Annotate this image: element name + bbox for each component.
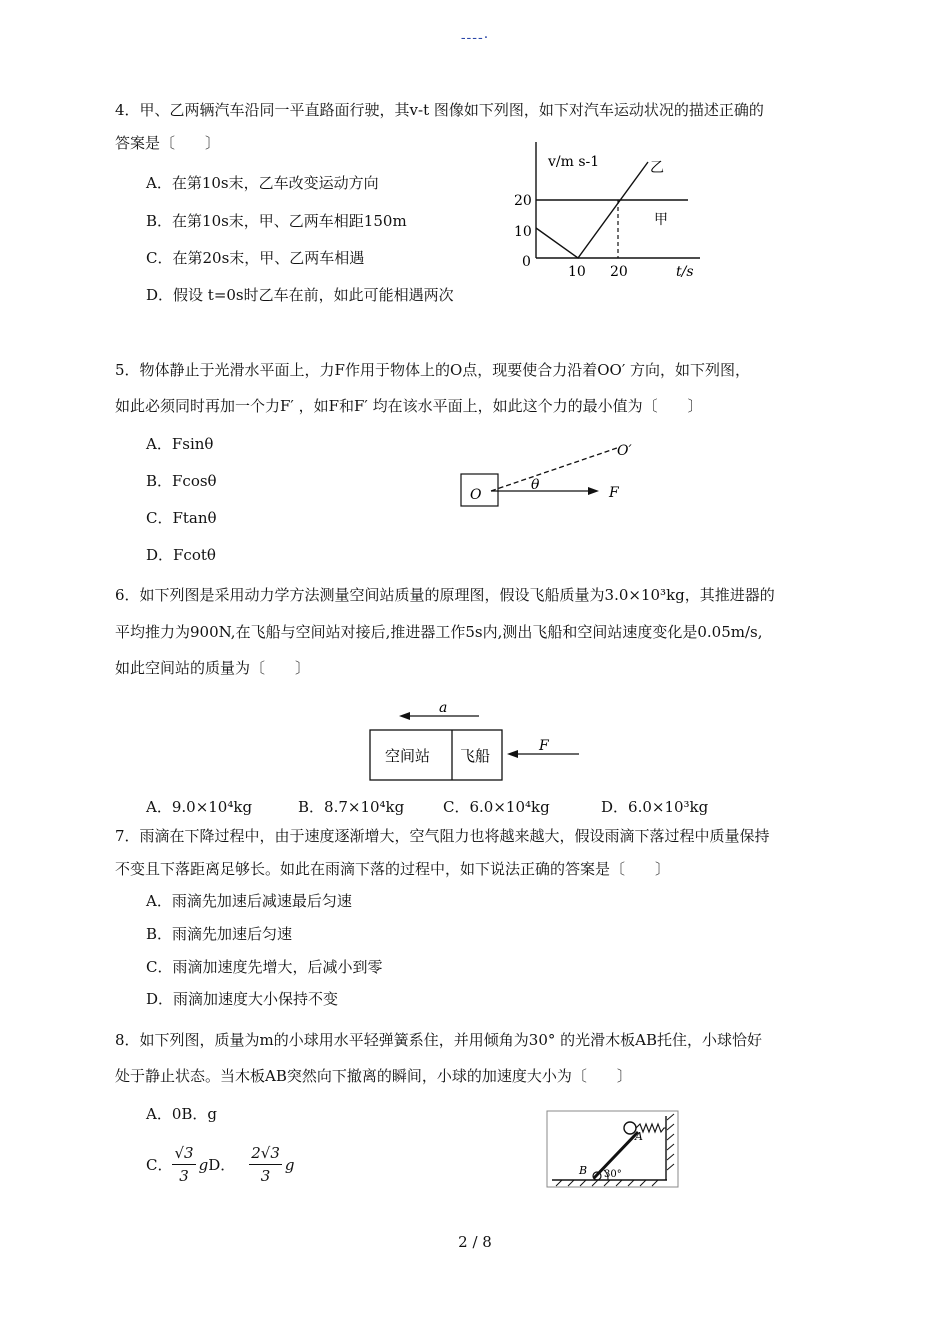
q6-stem-line2: 平均推力为900N,在飞船与空间站对接后,推进器工作5s内,测出飞船和空间站速度变化是0.05m/s, xyxy=(115,623,763,641)
q5-force-diagram xyxy=(455,432,655,514)
q8-option-d-fraction xyxy=(249,1142,282,1187)
q6-f-arrowhead xyxy=(507,750,518,758)
q5-oo-prime-line xyxy=(491,448,617,491)
q5-label-o-prime: O′ xyxy=(617,443,632,459)
q8-options-cd xyxy=(146,1142,295,1187)
q4-vt-graph xyxy=(500,140,710,290)
q4-label-jia: 甲 xyxy=(654,212,668,228)
q5-option-d: D．Fcotθ xyxy=(146,546,216,564)
q5-label-o: O xyxy=(470,487,482,503)
q6-stem-line3: 如此空间站的质量为〔 〕 xyxy=(115,659,311,677)
q4-xtick-10: 10 xyxy=(568,264,586,280)
page-number: 2 / 8 xyxy=(458,1233,492,1251)
q6-docking-diagram xyxy=(365,698,615,788)
q4-ylabel: v/m s-1 xyxy=(548,154,600,170)
q7-option-b: B．雨滴先加速后匀速 xyxy=(146,925,293,943)
q4-xtick-20: 20 xyxy=(610,264,628,280)
q8-option-d-denominator: 3 xyxy=(260,1167,271,1185)
q6-option-b: B．8.7×10⁴kg xyxy=(298,798,405,816)
q6-option-c: C．6.0×10⁴kg xyxy=(443,798,550,816)
q7-stem-line1: 7．雨滴在下降过程中，由于速度逐渐增大，空气阻力也将越来越大，假设雨滴下落过程中质量保持 xyxy=(115,827,770,845)
q6-option-d: D．6.0×10³kg xyxy=(601,798,709,816)
q8-option-d-g: g xyxy=(284,1155,295,1174)
q8-label-angle: 30° xyxy=(604,1169,622,1180)
q4-option-a: A．在第10s末，乙车改变运动方向 xyxy=(146,174,379,192)
q6-option-a: A．9.0×10⁴kg xyxy=(146,798,253,816)
q8-option-d-prefix: D． xyxy=(208,1156,236,1174)
q5-stem-line1: 5．物体静止于光滑水平面上，力F作用于物体上的O点，现要使合力沿着OO′ 方向，如下列图， xyxy=(115,361,751,379)
q5-option-c: C．Ftanθ xyxy=(146,509,217,527)
q5-stem-line2: 如此必须同时再加一个力F′ ，如F和F′ 均在该水平面上，如此这个力的最小值为〔 〕 xyxy=(115,397,703,415)
q8-label-a: A xyxy=(635,1130,643,1143)
q7-option-c: C．雨滴加速度先增大，后减小到零 xyxy=(146,958,383,976)
q8-option-c-numerator: √3 xyxy=(172,1142,195,1165)
q4-stem-line2: 答案是〔 〕 xyxy=(115,134,221,152)
q8-option-d-numerator: 2√3 xyxy=(249,1142,282,1165)
q4-xlabel: t/s xyxy=(676,264,694,280)
q4-label-yi: 乙 xyxy=(650,160,664,176)
q6-a-arrowhead xyxy=(399,712,410,720)
q4-option-b: B．在第10s末，甲、乙两车相距150m xyxy=(146,212,407,230)
q8-incline-diagram xyxy=(546,1110,680,1190)
q4-stem-line1: 4．甲、乙两辆汽车沿同一平直路面行驶，其v-t 图像如下列图，如下对汽车运动状况的描述正确的 xyxy=(115,101,764,119)
q4-ytick-10: 10 xyxy=(514,224,532,240)
q4-ytick-0: 0 xyxy=(522,254,531,270)
q5-label-theta: θ xyxy=(531,477,540,493)
q6-label-a: a xyxy=(439,700,448,716)
q4-option-d: D．假设 t=0s时乙车在前，如此可能相遇两次 xyxy=(146,286,454,304)
q7-stem-line2: 不变且下落距离足够长。如此在雨滴下落的过程中，如下说法正确的答案是〔 〕 xyxy=(115,860,671,878)
q8-option-ab: A．0B．g xyxy=(146,1105,218,1123)
q8-stem-line1: 8．如下列图，质量为m的小球用水平轻弹簧系住，并用倾角为30° 的光滑木板AB托住，小球恰好 xyxy=(115,1031,762,1049)
q7-option-a: A．雨滴先加速后减速最后匀速 xyxy=(146,892,352,910)
q6-stem-line1: 6．如下列图是采用动力学方法测量空间站质量的原理图，假设飞船质量为3.0×10³kg，其推进器的 xyxy=(115,586,775,604)
q8-label-b: B xyxy=(579,1164,588,1177)
q5-option-a: A．Fsinθ xyxy=(146,435,214,453)
q6-label-f: F xyxy=(539,738,549,754)
q6-label-ship: 飞船 xyxy=(460,747,491,765)
q5-option-b: B．Fcosθ xyxy=(146,472,217,490)
q8-option-c-fraction xyxy=(172,1142,195,1187)
header-mark: ----· xyxy=(460,30,490,46)
q8-stem-line2: 处于静止状态。当木板AB突然向下撤离的瞬间，小球的加速度大小为〔 〕 xyxy=(115,1067,632,1085)
q4-ytick-20: 20 xyxy=(514,193,532,209)
q8-option-c-denominator: 3 xyxy=(179,1167,189,1185)
q5-f-arrowhead xyxy=(588,487,599,495)
q8-option-c-prefix: C． xyxy=(146,1156,173,1174)
q4-option-c: C．在第20s末，甲、乙两车相遇 xyxy=(146,249,365,267)
q4-line-yi xyxy=(536,162,648,258)
q8-option-c-g: g xyxy=(198,1155,209,1174)
q5-label-f: F xyxy=(609,485,619,501)
q7-option-d: D．雨滴加速度大小保持不变 xyxy=(146,990,339,1008)
q6-label-station: 空间站 xyxy=(385,747,431,765)
